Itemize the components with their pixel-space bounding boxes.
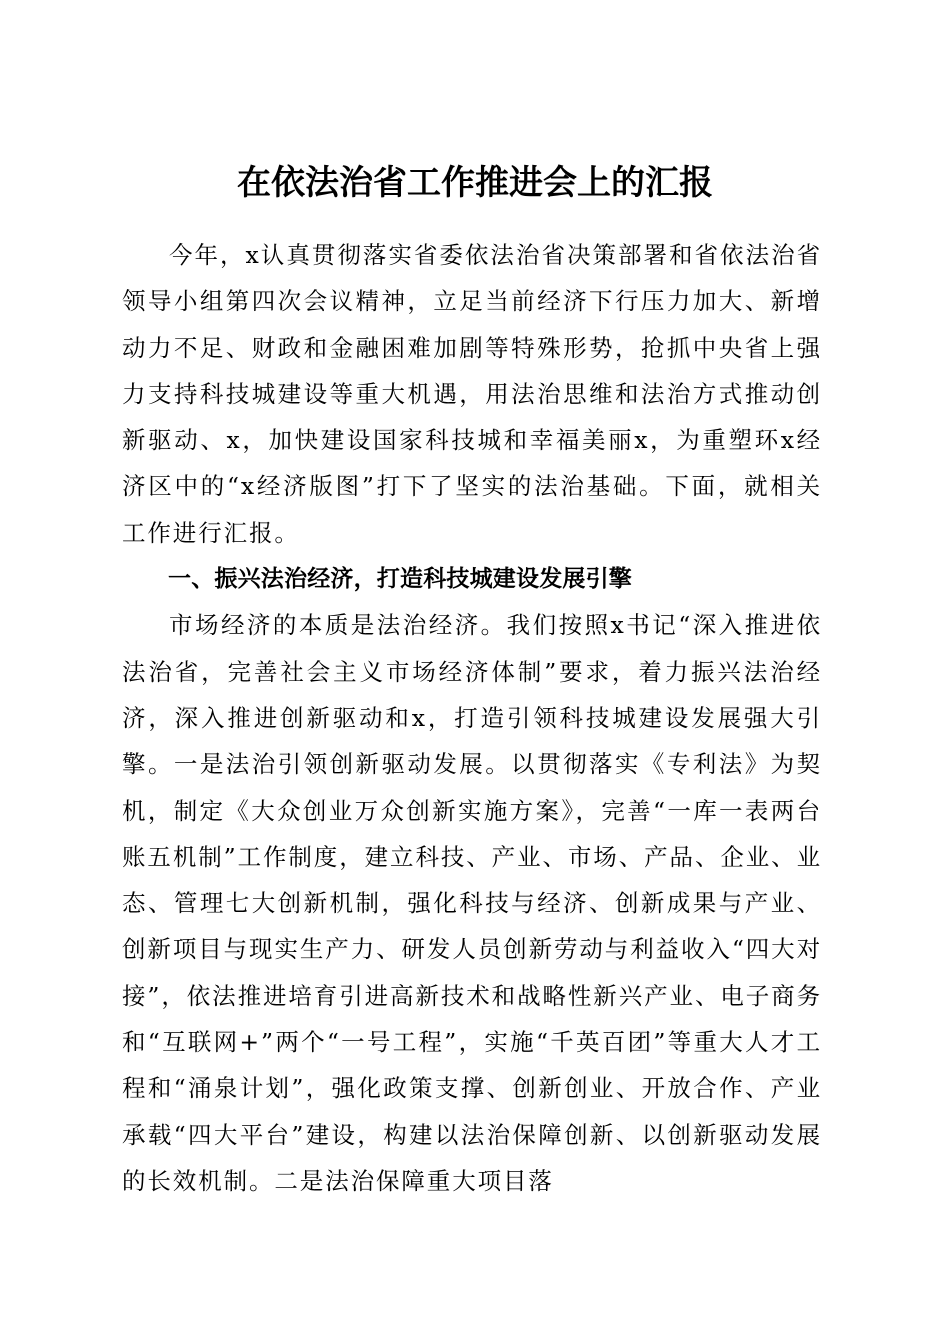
section-paragraph: 市场经济的本质是法治经济。我们按照x书记“深入推进依法治省，完善社会主义市场经济体制”要求，着力振兴法治经济，深入推进创新驱动和x，打造引领科技城建设发展强大引擎。一是法治引领创新驱动发展。以贯彻落实《专利法》为契机，制定《大众创业万众创新实施方案》，完善“一库一表两台账五机制”工作制度，建立科技、产业、市场、产品、企业、业态、管理七大创新机制，强化科技与经济、创新成果与产业、创新项目与现实生产力、研发人员创新劳动与利益收入“四大对接”，依法推进培育引进高新技术和战略性新兴产业、电子商务和“互联网+”两个“一号工程”，实施“千英百团”等重大人才工程和“涌泉计划”，强化政策支撑、创新创业、开放合作、产业承载“四大平台”建设，构建以法治保障创新、以创新驱动发展的长效机制。二是法治保障重大项目落 <box>122 611 822 1195</box>
section-heading: 一、振兴法治经济，打造科技城建设发展引擎 <box>168 566 632 593</box>
intro-paragraph: 今年，x认真贯彻落实省委依法治省决策部署和省依法治省领导小组第四次会议精神，立足当前经济下行压力加大、新增动力不足、财政和金融困难加剧等特殊形势，抢抓中央省上强力支持科技城建设等重大机遇，用法治思维和法治方式推动创新驱动、x，加快建设国家科技城和幸福美丽x，为重塑环x经济区中的“x经济版图”打下了坚实的法治基础。下面，就相关工作进行汇报。 <box>122 241 822 547</box>
document-body <box>122 232 822 1204</box>
page-title: 在依法治省工作推进会上的汇报 <box>237 162 713 203</box>
